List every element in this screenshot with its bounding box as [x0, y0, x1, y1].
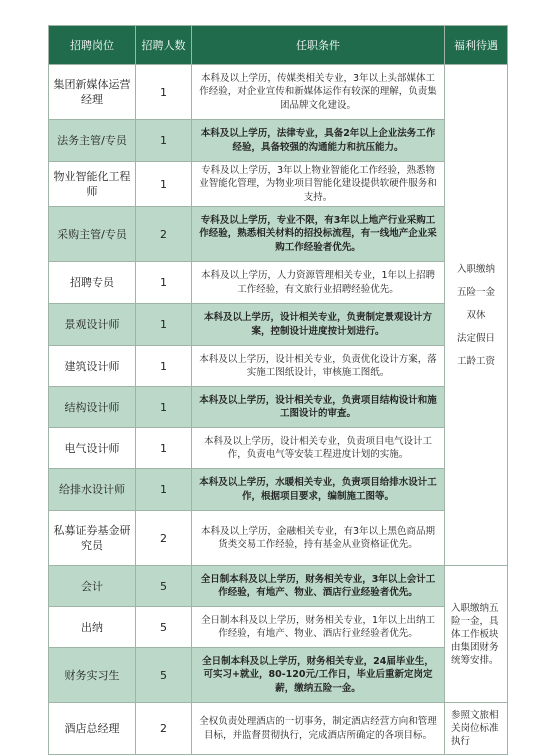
requirements-cell: 本科及以上学历，水暖相关专业，负责项目给排水设计工作，根据项目要求，编制施工图等。 [192, 469, 445, 511]
benefit-item: 入职缴纳 [456, 263, 495, 275]
position-cell: 出纳 [49, 607, 136, 648]
table-row [49, 469, 508, 511]
position-cell: 财务实习生 [49, 648, 136, 703]
requirements-cell: 本科及以上学历，法律专业，具备2年以上企业法务工作经验，具备较强的沟通能力和抗压能力。 [192, 120, 445, 162]
count-cell: 2 [136, 511, 192, 566]
requirements-cell: 本科及以上学历，传媒类相关专业，3年以上头部媒体工作经验，对企业宣传和新媒体运作有较深的理解，负责集团品牌文化建设。 [192, 65, 445, 120]
header-benefits: 福利待遇 [445, 26, 508, 65]
count-cell: 1 [136, 304, 192, 346]
requirements-cell: 本科及以上学历，设计相关专业，负责优化设计方案，落实施工图纸设计，审核施工图纸。 [192, 346, 445, 387]
count-cell: 1 [136, 469, 192, 511]
benefit-item: 五险一金 [456, 286, 495, 298]
benefit-item: 双休 [466, 309, 486, 321]
requirements-cell: 全日制本科及以上学历，财务相关专业，1年以上出纳工作经验，有地产、物业、酒店行业经验者优先。 [192, 607, 445, 648]
benefits-cell-finance: 入职缴纳五险一金，具体工作板块由集团财务统筹安排。 [445, 566, 508, 703]
requirements-cell: 本科及以上学历，设计相关专业，负责项目电气设计工作，负责电气等安装工程进度计划的实施。 [192, 428, 445, 469]
table-row [49, 304, 508, 346]
count-cell: 5 [136, 607, 192, 648]
table-row [49, 162, 508, 207]
requirements-cell: 全权负责处理酒店的一切事务，制定酒店经营方向和管理目标，并监督贯彻执行，完成酒店所确定的各项目标。 [192, 703, 445, 755]
table-row [49, 346, 508, 387]
benefit-item: 法定假日 [456, 332, 495, 344]
count-cell: 1 [136, 387, 192, 428]
requirements-cell: 专科及以上学历，3年以上物业智能化工作经验，熟悉物业智能化管理，为物业项目智能化建设提供软硬件服务和支持。 [192, 162, 445, 207]
header-count: 招聘人数 [136, 26, 192, 65]
position-cell: 结构设计师 [49, 387, 136, 428]
table-row [49, 65, 508, 120]
requirements-cell: 本科及以上学历，设计相关专业，负责项目结构设计和施工图设计的审查。 [192, 387, 445, 428]
table-row [49, 262, 508, 304]
position-cell: 酒店总经理 [49, 703, 136, 755]
position-cell: 私募证券基金研究员 [49, 511, 136, 566]
table-row [49, 120, 508, 162]
requirements-cell: 全日制本科及以上学历，财务相关专业，3年以上会计工作经验，有地产、物业、酒店行业经验者优先。 [192, 566, 445, 607]
table-row [49, 703, 508, 755]
table-row [49, 607, 508, 648]
table-row [49, 207, 508, 262]
count-cell: 1 [136, 262, 192, 304]
position-cell: 法务主管/专员 [49, 120, 136, 162]
count-cell: 5 [136, 648, 192, 703]
table-row [49, 566, 508, 607]
position-cell: 物业智能化工程师 [49, 162, 136, 207]
benefits-cell-hotel: 参照文旅相关岗位标准执行 [445, 703, 508, 755]
requirements-cell: 全日制本科及以上学历，财务相关专业，24届毕业生，可实习+就业，80-120元/工作日，毕业后重新定岗定薪，缴纳五险一金。 [192, 648, 445, 703]
count-cell: 1 [136, 120, 192, 162]
table-row [49, 428, 508, 469]
position-cell: 招聘专员 [49, 262, 136, 304]
count-cell: 1 [136, 162, 192, 207]
count-cell: 5 [136, 566, 192, 607]
recruitment-table [48, 25, 508, 755]
requirements-cell: 本科及以上学历，设计相关专业，负责制定景观设计方案，控制设计进度按计划进行。 [192, 304, 445, 346]
count-cell: 1 [136, 428, 192, 469]
position-cell: 采购主管/专员 [49, 207, 136, 262]
position-cell: 电气设计师 [49, 428, 136, 469]
count-cell: 2 [136, 207, 192, 262]
header-requirements: 任职条件 [192, 26, 445, 65]
position-cell: 景观设计师 [49, 304, 136, 346]
position-cell: 会计 [49, 566, 136, 607]
requirements-cell: 本科及以上学历，人力资源管理相关专业，1年以上招聘工作经验，有文旅行业招聘经验优先。 [192, 262, 445, 304]
count-cell: 1 [136, 65, 192, 120]
table-row [49, 511, 508, 566]
benefit-item: 工龄工资 [456, 355, 495, 367]
table-row [49, 648, 508, 703]
table-header-row [49, 26, 508, 65]
requirements-cell: 专科及以上学历，专业不限，有3年以上地产行业采购工作经验，熟悉相关材料的招投标流程，有一线地产企业采购工作经验者优先。 [192, 207, 445, 262]
count-cell: 1 [136, 346, 192, 387]
position-cell: 集团新媒体运营经理 [49, 65, 136, 120]
requirements-cell: 本科及以上学历，金融相关专业，有3年以上黑色商品期货类交易工作经验，持有基金从业资格证优先。 [192, 511, 445, 566]
table-row [49, 387, 508, 428]
position-cell: 给排水设计师 [49, 469, 136, 511]
header-position: 招聘岗位 [49, 26, 136, 65]
benefits-cell-general [445, 65, 508, 566]
position-cell: 建筑设计师 [49, 346, 136, 387]
count-cell: 2 [136, 703, 192, 755]
